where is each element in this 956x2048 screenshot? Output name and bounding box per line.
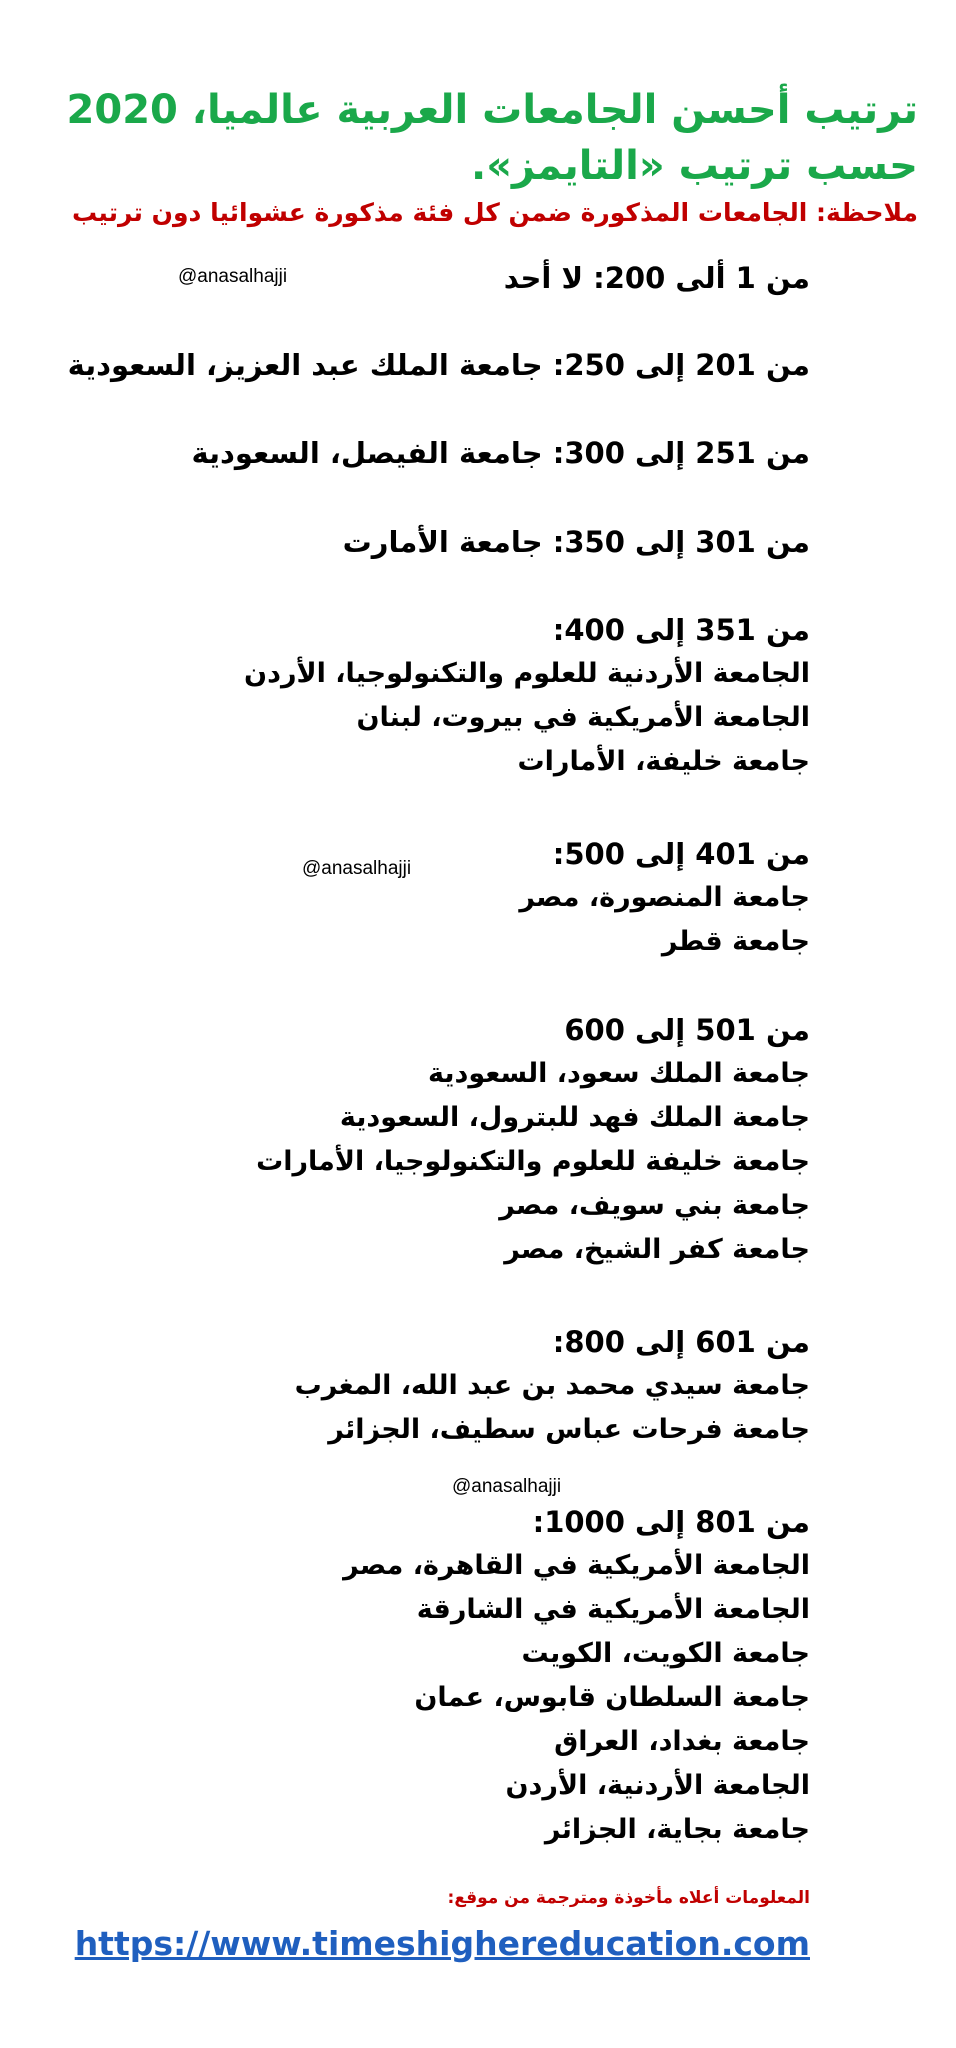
rank-group-heading: من 301 إلى 350: جامعة الأمارت (342, 525, 810, 559)
rank-group-401-500 (110, 832, 810, 964)
university-item: الجامعة الأمريكية في القاهرة، مصر (343, 1550, 810, 1581)
university-item: الجامعة الأمريكية في الشارقة (416, 1594, 810, 1625)
university-item: جامعة الملك سعود، السعودية (427, 1058, 810, 1089)
rank-group-heading: من 251 إلى 300: جامعة الفيصل، السعودية (191, 436, 810, 470)
university-item: جامعة بغداد، العراق (554, 1726, 810, 1757)
rank-group-heading: من 801 إلى 1000: (532, 1505, 810, 1539)
university-item: جامعة سيدي محمد بن عبد الله، المغرب (294, 1370, 810, 1401)
source-link[interactable]: https://www.timeshighereducation.com (74, 1924, 810, 1963)
source-note: المعلومات أعلاه مأخوذة ومترجمة من موقع: (447, 1888, 810, 1908)
university-item: جامعة فرحات عباس سطيف، الجزائر (328, 1414, 810, 1445)
university-item: جامعة الكويت، الكويت (521, 1638, 810, 1669)
university-item: جامعة كفر الشيخ، مصر (504, 1234, 810, 1265)
rank-group-heading: من 401 إلى 500: (552, 837, 810, 871)
university-item: جامعة المنصورة، مصر (519, 882, 810, 913)
rank-group-501-600 (110, 1008, 810, 1272)
university-item: جامعة خليفة، الأمارات (517, 746, 810, 777)
watermark: @anasalhajji (178, 266, 288, 287)
rank-group-1-200 (110, 256, 810, 300)
university-item: جامعة الملك فهد للبترول، السعودية (339, 1102, 810, 1133)
university-item: الجامعة الأردنية، الأردن (505, 1770, 810, 1801)
rank-group-heading: من 351 إلى 400: (552, 613, 810, 647)
rank-group-heading: من 1 ألى 200: لا أحد (503, 261, 810, 295)
rank-group-801-1000 (110, 1500, 810, 1852)
rank-group-251-300 (110, 431, 810, 475)
university-item: جامعة قطر (661, 926, 810, 957)
rank-group-heading: من 201 إلى 250: جامعة الملك عبد العزيز، السعودية (67, 348, 810, 382)
rank-group-301-350 (110, 520, 810, 564)
rank-group-heading: من 601 إلى 800: (552, 1325, 810, 1359)
university-item: جامعة السلطان قابوس، عمان (414, 1682, 810, 1713)
watermark: @anasalhajji (452, 1476, 562, 1497)
rank-group-601-800 (110, 1320, 810, 1452)
university-item: الجامعة الأردنية للعلوم والتكنولوجيا، الأردن (244, 658, 810, 689)
ranking-note: ملاحظة: الجامعات المذكورة ضمن كل فئة مذكورة عشوائيا دون ترتيب (71, 198, 918, 227)
university-item: جامعة بجاية، الجزائر (544, 1814, 810, 1845)
watermark: @anasalhajji (302, 858, 412, 879)
university-item: جامعة خليفة للعلوم والتكنولوجيا، الأمارات (256, 1146, 810, 1177)
university-item: جامعة بني سويف، مصر (499, 1190, 810, 1221)
rank-group-heading: من 501 إلى 600 (564, 1013, 810, 1047)
rank-group-201-250 (67, 343, 810, 387)
university-item: الجامعة الأمريكية في بيروت، لبنان (356, 702, 810, 733)
page-title: ترتيب أحسن الجامعات العربية عالميا، 2020 حسب ترتيب «التايمز». (66, 87, 918, 189)
rank-group-351-400 (110, 608, 810, 784)
